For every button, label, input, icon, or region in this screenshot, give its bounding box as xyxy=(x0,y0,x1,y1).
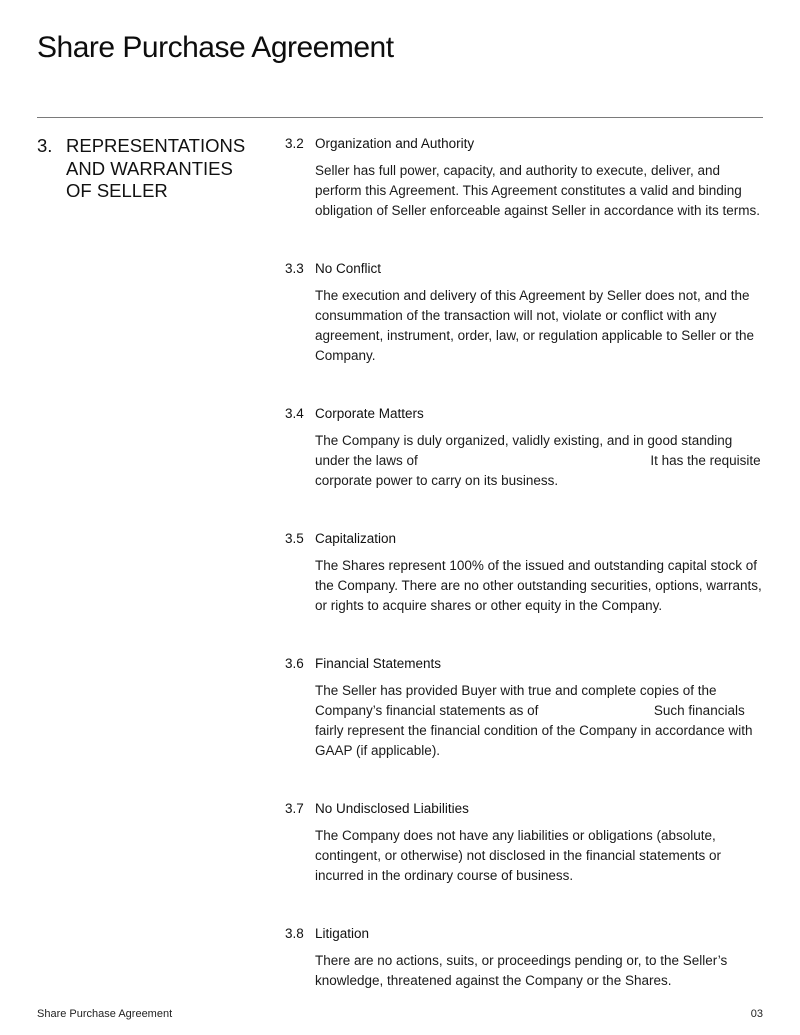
clause-3-7 xyxy=(285,800,763,886)
clause-list xyxy=(285,135,763,1030)
clause-body: The Company does not have any liabilities or obligations (absolute, contingent, or otherwise) not disclosed in the financial statements or incurred in the ordinary course of business. xyxy=(315,828,721,883)
clause-body-text: Such financials fairly represent the financial condition of the Company in accordance with GAAP (if applicable). xyxy=(315,703,753,758)
header-divider xyxy=(37,117,763,118)
clause-3-8 xyxy=(285,925,763,991)
clause-header xyxy=(285,405,763,423)
clause-header xyxy=(285,530,763,548)
document-title: Share Purchase Agreement xyxy=(37,31,394,64)
clause-body: The Shares represent 100% of the issued and outstanding capital stock of the Company. There are no other outstanding securities, options, warrants, or rights to acquire shares or other equity in the Company. xyxy=(315,558,762,613)
clause-number: 3.3 xyxy=(285,261,304,276)
clause-body: Seller has full power, capacity, and authority to execute, deliver, and perform this Agreement. This Agreement constitutes a valid and binding obligation of Seller enforceable against Seller in accordance with its terms. xyxy=(315,163,760,218)
clause-3-5 xyxy=(285,530,763,616)
clause-heading: No Undisclosed Liabilities xyxy=(315,801,469,816)
clause-3-4 xyxy=(285,405,763,491)
clause-heading: Financial Statements xyxy=(315,656,442,671)
clause-body-text: It has the requisite corporate power to carry on its business. xyxy=(315,453,761,488)
clause-header xyxy=(285,135,763,153)
clause-heading: No Conflict xyxy=(315,261,382,276)
clause-number: 3.4 xyxy=(285,406,304,421)
page-number: 03 xyxy=(750,1008,763,1020)
clause-heading: Litigation xyxy=(315,926,370,941)
clause-body xyxy=(315,431,763,491)
clause-header xyxy=(285,925,763,943)
blank-jurisdiction-field[interactable] xyxy=(422,451,647,471)
clause-header xyxy=(285,260,763,278)
clause-body-text: The Company is duly organized, validly existing, and in good standing under the laws of xyxy=(315,433,733,468)
clause-3-6 xyxy=(285,655,763,761)
clause-number: 3.7 xyxy=(285,801,304,816)
clause-body-text: The Seller has provided Buyer with true and complete copies of the Company’s financial statements as of xyxy=(315,683,717,718)
section-title: REPRESENTATIONS AND WARRANTIES OF SELLER xyxy=(66,135,246,201)
clause-number: 3.6 xyxy=(285,656,304,671)
footer-document-title: Share Purchase Agreement xyxy=(37,1008,173,1020)
clause-heading: Corporate Matters xyxy=(315,406,424,421)
clause-number: 3.8 xyxy=(285,926,304,941)
section-heading xyxy=(37,135,257,203)
clause-number: 3.2 xyxy=(285,136,304,151)
clause-heading: Organization and Authority xyxy=(315,136,475,151)
section-number: 3. xyxy=(37,135,53,156)
clause-body: The execution and delivery of this Agreement by Seller does not, and the consummation of the transaction will not, violate or conflict with any agreement, instrument, order, law, or regulation applicable to Seller or the Company. xyxy=(315,288,754,363)
clause-heading: Capitalization xyxy=(315,531,397,546)
blank-date-field[interactable] xyxy=(542,701,650,721)
clause-3-2 xyxy=(285,135,763,221)
clause-number: 3.5 xyxy=(285,531,304,546)
clause-3-3 xyxy=(285,260,763,366)
clause-header xyxy=(285,800,763,818)
clause-body xyxy=(315,681,763,761)
clause-header xyxy=(285,655,763,673)
clause-body: There are no actions, suits, or proceedings pending or, to the Seller’s knowledge, threatened against the Company or the Shares. xyxy=(315,953,728,988)
